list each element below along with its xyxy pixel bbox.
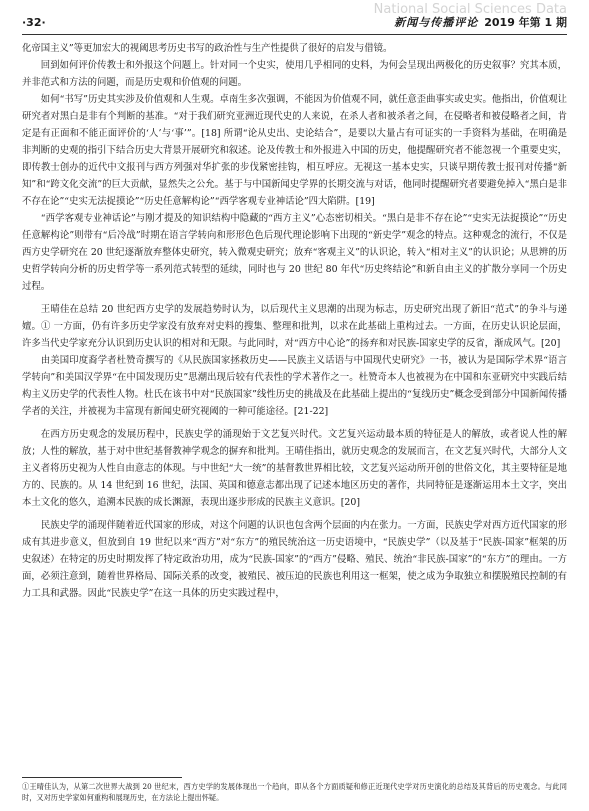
paragraph: 民族史学的涌现伴随着近代国家的形成，对这个问题的认识也包含两个层面的内在张力。一方面，民族史学对西方近代国家的形成有其进步意义，但放到自 19 世纪以来“西方”对“东方”的殖民统治这一历史语境中，“民族史学”（以及基于“民族-国家”框架的历史叙述）在特定的历史时期发挥了特定政治功用，成为“民族-国家”的“西方”侵略、殖民、统治“非民族-国家”的“东方”的理由。一方面，必须注意到，随着世界格局、国际关系的改变，被殖民、被压迫的民族也利用这一框架，使之成为争取独立和摆脱殖民控制的有力工具和武器。因此“民族史学”在这一具体的历史实践过程中， (22, 520, 567, 599)
paragraph: 王晴佳在总结 20 世纪西方史学的发展趋势时认为，以后现代主义思潮的出现为标志，历史研究出现了新旧“范式”的争斗与递嬗。① 一方面，仍有许多历史学家没有放弃对史料的搜集、整理和批判，以求在此基础上重构过去。一方面，在历史认识论层面，许多当代史学家充分认识到历史认识的相对和无限。与此同时，对“西方中心论”的扬弃和对民族-国家史学的反省，渐成风气。[20] (22, 304, 567, 349)
paragraph: “西学客观专业神话论”与刚才提及的知识结构中隐藏的“西方主义”心态密切相关。“黑白是非不存在论”“史实无法捉摸论”“历史任意解构论”则带有“后冷战”时期在语言学转向和形形色色后现代理论影响下出现的“新史学”观念的特点。这种观念的流行，不仅是西方史学研究在 20 世纪逐渐放弃整体史研究，转入微观史研究；放弃“客观主义”的认识论，转入“相对主义”的认识论；从思辨的历史哲学转向分析的历史哲学等一系列范式转型的延续，同时也与 20 世纪 80 年代“历史终结论”和新自由主义的扩散分享同一个历史过程。 (22, 213, 567, 292)
footnote: ①王晴佳认为，从第二次世界大战到 20 世纪末，西方史学的发展体现出一个趋向，即从各个方面质疑和修正近现代史学对历史演化的总结及其背后的历史观念。与此同时，又对历史学家如何重构和展现历史，在方法论上提出怀疑。 (22, 782, 567, 802)
page-header (22, 2, 567, 34)
journal-header (394, 14, 567, 30)
paragraph: 如何“书写”历史其实涉及价值观和人生观。卓南生多次强调，不能因为价值观不同，就任意歪曲事实或史实。他指出，价值观让研究者对黑白是非有个判断的基准。“对于我们研究亚洲近现代史的人来说，在杀人者和被杀者之间，在侵略者和被侵略者之间，肯定是有正面和不能正面评价的‘人’与‘事’”。[18] 所谓“论从史出、史论结合”，是要以大量占有可证实的一手资料为基础，在明确是非判断的史观的指引下结合历史大背景开展研究和叙述。论及传教士和外报进入中国的历史，他提醒研究者不能忽视一个重要史实，即传教士创办的近代中文报刊与西方列强对华扩张的步伐紧密挂钩，相互呼应。无视这一基本史实，只谈早期传教士报刊对传播“新知”和“跨文化交流”的巨大贡献，显然失之公允。基于与中国新闻史学界的长期交流与对话，他同时提醒研究者要避免掉入“黑白是非不存在论”“史实无法捉摸论”“历史任意解构论”“西学客观专业神话论”四大陷阱。[19] (22, 94, 567, 207)
paragraph: 由美国印度裔学者杜赞奇撰写的《从民族国家拯救历史——民族主义话语与中国现代史研究》一书，被认为是国际学术界“语言学转向”和美国汉学界“在中国发现历史”思潮出现后较有代表性的学术著作之一。杜赞奇本人也被视为在中国和东亚研究中实践后结构主义历史学的代表性人物。杜氏在该书中对“民族国家”线性历史的挑战及在此基础上提出的“复线历史”概念受到部分中国新闻传播学者的关注，并被视为丰富现有新闻史研究视阈的一种可能途径。[21-22] (22, 355, 567, 417)
page-number: ·32· (22, 16, 46, 29)
header-rule (22, 34, 567, 35)
article-body (22, 40, 567, 602)
paragraph: 回到如何评价传教士和外报这个问题上。针对同一个史实，使用几乎相同的史料，为何会呈现出两极化的历史叙事？究其本质，并非范式和方法的问题，而是历史观和价值观的问题。 (22, 60, 567, 88)
paragraph: 化帝国主义”等更加宏大的视阈思考历史书写的政治性与生产性提供了很好的启发与借镜。 (22, 43, 393, 54)
paragraph: 在西方历史观念的发展历程中，民族史学的涌现始于文艺复兴时代。文艺复兴运动最本质的特征是人的解放，或者说人性的解放；人性的解放，基于对中世纪基督教神学观念的摒弃和批判。王晴佳指出，就历史观念的发展而言，在文艺复兴时代，大部分人文主义者将历史视为人性自由意志的体现。与中世纪“大一统”的基督教世界相比较，文艺复兴运动所开创的世俗文化，其主要特征是地方的、民族的。从 14 世纪到 16 世纪，法国、英国和德意志都出现了记述本地区历史的著作，共同特征是逐渐运用本土文字，突出本土文化的悠久，追溯本民族的成长渊源，表现出逐步形成的民族主义意识。[20] (22, 429, 567, 508)
footnote-rule (22, 777, 182, 778)
issue-label: 2019 年第 1 期 (484, 16, 567, 29)
journal-name: 新闻与传播评论 (394, 16, 479, 29)
watermark-text: National Social Sciences Data (373, 2, 567, 17)
